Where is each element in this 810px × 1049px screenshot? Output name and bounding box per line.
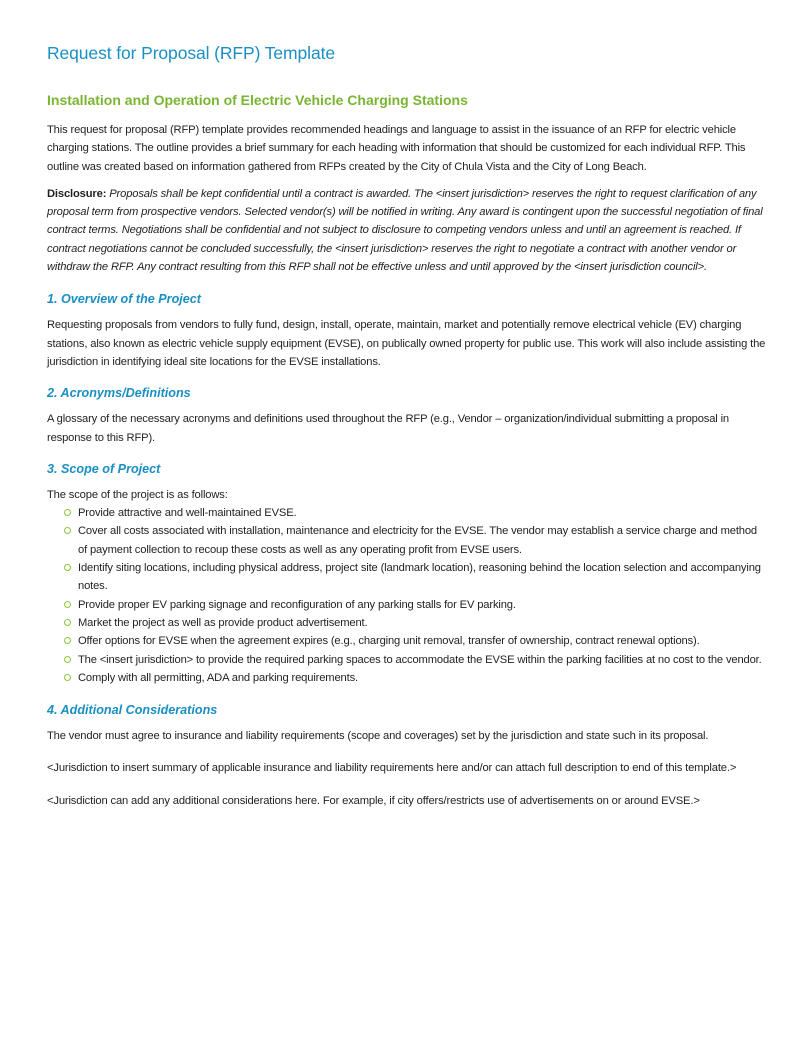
hollow-circle-bullet-icon [64,564,71,571]
hollow-circle-bullet-icon [64,619,71,626]
list-item-text: Provide proper EV parking signage and reconfiguration of any parking stalls for EV parking. [78,598,516,611]
list-item-text: Provide attractive and well-maintained EVSE. [78,507,297,520]
section-text-additional-insurance: The vendor must agree to insurance and liability requirements (scope and coverages) set by the jurisdiction and state such in its proposal. [47,730,709,743]
list-item [63,559,767,596]
list-item [63,614,767,632]
list-item-text: Market the project as well as provide product advertisement. [78,616,368,629]
hollow-circle-bullet-icon [64,509,71,516]
intro-paragraph: This request for proposal (RFP) template provides recommended headings and language to assist in the issuance of an RFP for electric vehicle charging stations. The outline provides a brief summary for each heading with information that should be customized for each individual RFP. This outline was created based on information gathered from RFPs created by the City of Chula Vista and the City of Long Beach. [47,124,746,173]
list-item [63,669,767,687]
list-item [63,651,767,669]
hollow-circle-bullet-icon [64,637,71,644]
list-item [63,522,767,559]
document-title: Request for Proposal (RFP) Template [47,43,335,63]
list-item-text: Comply with all permitting, ADA and parking requirements. [78,671,358,684]
section-text-scope: The scope of the project is as follows: [47,488,228,501]
list-item [63,632,767,650]
disclosure-text: Proposals shall be kept confidential until a contract is awarded. The <insert jurisdiction> reserves the right to request clarification of any proposal term from prospective vendors. Selected vendor(s) will be notified in writing. Any award is contingent upon the successful negotiation of final contract terms. Negotiations shall be confidential and not subject to disclosure to competing vendors unless and until an agreement is reached. If contract negotiations cannot be concluded successfully, the <insert jurisdiction> reserves the right to negotiate a contract with another vendor or withdraw the RFP. Any contract resulting from this RFP shall not be effective unless and until approved by the <insert jurisdiction council>. [47,187,763,274]
section-text-additional-considerations: <Jurisdiction can add any additional considerations here. For example, if city offers/restricts use of advertisements on or around EVSE.> [47,794,700,807]
list-item-text: Offer options for EVSE when the agreement expires (e.g., charging unit removal, transfer of ownership, contract renewal options). [78,635,700,648]
list-item-text: The <insert jurisdiction> to provide the required parking spaces to accommodate the EVSE within the parking facilities at no cost to the vendor. [78,653,762,666]
section-text-overview: Requesting proposals from vendors to fully fund, design, install, operate, maintain, market and potentially remove electrical vehicle (EV) charging stations, also known as electric vehicle supply equipment (EVSE), on publically owned property for public use. This work will also include assisting the jurisdiction in identifying ideal site locations for the EVSE installations. [47,319,766,368]
list-item-text: Cover all costs associated with installation, maintenance and electricity for the EVSE. The vendor may establish a service charge and method of payment collection to recoup these costs as well as any operating profit from EVSE users. [78,525,757,556]
disclosure-paragraph [47,185,767,276]
section-text-additional-summary: <Jurisdiction to insert summary of applicable insurance and liability requirements here and/or can attach full description to end of this template.> [47,762,737,775]
scope-list [47,504,767,687]
document-subtitle: Installation and Operation of Electric Vehicle Charging Stations [47,92,468,108]
section-heading-scope: 3. Scope of Project [47,461,161,476]
section-text-acronyms: A glossary of the necessary acronyms and definitions used throughout the RFP (e.g., Vendor – organization/individual submitting a proposal in response to this RFP). [47,413,730,444]
hollow-circle-bullet-icon [64,656,71,663]
list-item-text: Identify siting locations, including physical address, project site (landmark location), reasoning behind the location selection and accompanying notes. [78,562,761,593]
hollow-circle-bullet-icon [64,674,71,681]
list-item [63,596,767,614]
section-heading-acronyms: 2. Acronyms/Definitions [47,386,191,401]
hollow-circle-bullet-icon [64,601,71,608]
hollow-circle-bullet-icon [64,527,71,534]
list-item [63,504,767,522]
disclosure-label: Disclosure: [47,187,107,200]
section-heading-additional: 4. Additional Considerations [47,703,218,718]
rfp-document [47,43,767,810]
section-heading-overview: 1. Overview of the Project [47,292,201,307]
